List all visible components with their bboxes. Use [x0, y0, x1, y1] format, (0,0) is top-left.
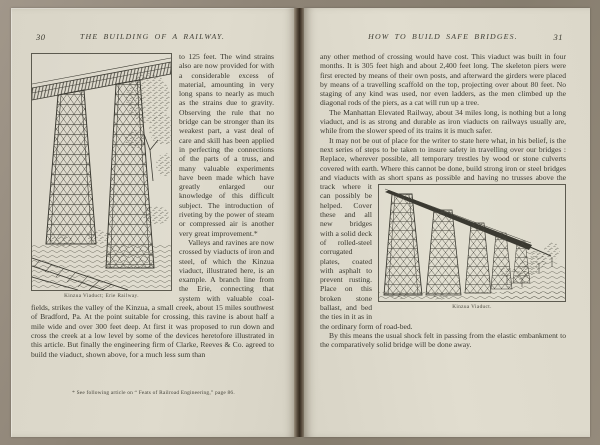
- left-page-body: [31, 52, 274, 359]
- paragraph-viaduct-cost: any other method of crossing would have cost. This viaduct was built in four months. It is 305 feet high and about 2,400 feet long. The skeleton piers were first erected by means of their own posts, and afterward the girders were placed by means of a travelling scaffold on the top, projecting over about 80 feet. No staging of any kind was used, nor even ladders, as the men climbed up the diagonal rods of the piers, as a cat will run up a tree.: [320, 52, 566, 108]
- left-figure-caption: Kinzua Viaduct; Erie Railway.: [64, 293, 139, 299]
- paragraph-next-steps: [320, 136, 566, 331]
- paragraph-shock-done-away: By this means the usual shock felt in passing from the elastic embankment to the comparatively solid bridge will be done away.: [320, 330, 566, 350]
- paragraph-valleys-ravines: Valleys and ravines are now crossed by viaducts of iron and steel, of which the Kinzua viaduct, illustrated here, is an example. A branch line from the Erie, connecting that system with valuable coal-fields, strikes the valley of the Kinzua, a small creek, about 15 miles southwest of Bradford, Pa. At the point suitable for crossing, this ravine is about half a mile wide and over 300 feet deep. At first it was proposed to run down and cross the creek at a low level by some of the devices heretofore illustrated in this article. But finally the engineering firm of Clarke, Reeves & Co. agreed to build the viaduct, shown above, for a much less sum than: [31, 237, 274, 359]
- left-running-title: THE BUILDING OF A RAILWAY.: [79, 32, 225, 41]
- right-figure-caption: Kinzua Viaduct.: [452, 304, 492, 311]
- right-page-number: 31: [553, 32, 563, 42]
- kinzua-viaduct-tall-illustration: [31, 53, 172, 291]
- footnote: * See following article on “ Feats of Railroad Engineering,” page 86.: [72, 390, 235, 396]
- kinzua-viaduct-valley-illustration: [378, 184, 566, 302]
- left-page-number: 30: [36, 32, 46, 42]
- paragraph-wind-strains: to 125 feet. The wind strains also are now provided for with a considerable excess of material, amounting in very long spans to nearly as much as the strains due to gravity. Observing the rule that no bridge can be stronger than its weakest part, a vast deal of care and skill has been applied in perfecting the connections of the parts of a truss, and many valuable experiments have been made which have greatly enlarged our knowledge of this difficult subject. The introduction of riveting by the power of steam or compressed air is another very great improvement.*: [179, 52, 274, 238]
- right-page-body: [320, 52, 566, 350]
- right-page: [304, 8, 590, 437]
- paragraph-manhattan-elevated: The Manhattan Elevated Railway, about 34 miles long, is nothing but a long viaduct, and is as strong and durable as iron viaducts on railways usually are, while from the slower speed of its trains it is much safer.: [320, 107, 566, 136]
- left-page: [11, 8, 296, 437]
- left-page-header: [31, 32, 274, 43]
- right-page-header: [320, 32, 566, 43]
- kinzua-viaduct-valley-figure: [378, 184, 566, 311]
- right-running-title: HOW TO BUILD SAFE BRIDGES.: [368, 32, 518, 41]
- paragraph-next-steps-start: It may not be out of place for the writer to state here what, in his belief, is the next series of steps to be taken to insure safety in travelling over our bridges : Replace, wherever possible, all temporary trestles by wood or stone culverts covered with earth. Where this cannot be done, build strong iron or steel bridges and viaducts with as short spans as possible and having no trusses: [320, 135, 566, 182]
- kinzua-viaduct-tall-figure: [31, 53, 172, 300]
- paragraph-next-steps-end: above the track where it can possibly be helped. Cover these and all new bridges with a solid deck of rolled-steel corrugated plates, coated with asphalt to prevent rusting. Place on this broken stone ballast, and bed the ties in it as in the ordinary form of road-bed.: [320, 172, 566, 331]
